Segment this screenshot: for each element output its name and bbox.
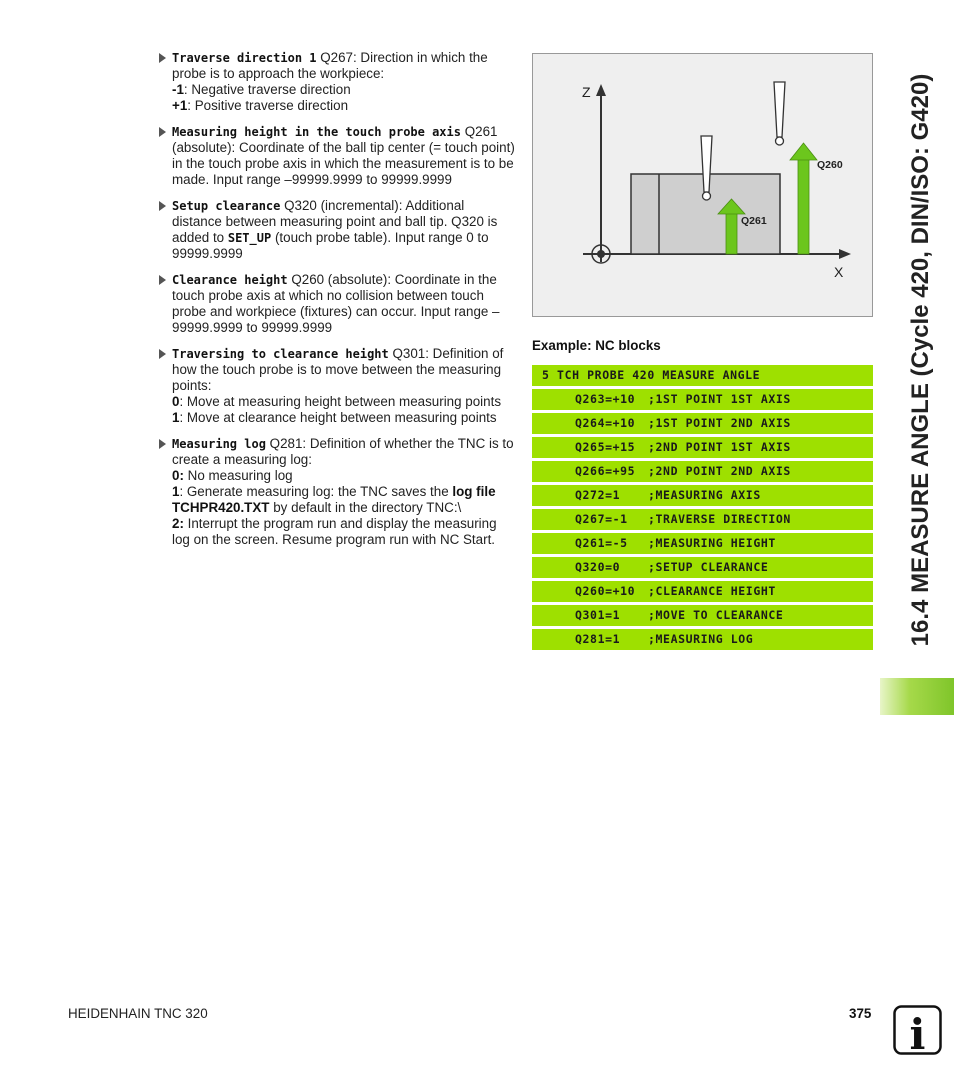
nc-block-comment: ;MEASURING LOG xyxy=(648,632,754,646)
parameter-text: Q301: Definition of how the touch probe is to move between the measuring points: xyxy=(172,346,504,393)
probe-diagram xyxy=(532,53,873,317)
parameter-text: : Negative traverse direction xyxy=(183,82,351,97)
example-title: Example: NC blocks xyxy=(532,338,661,353)
nc-block-param: Q301=1 xyxy=(575,608,621,622)
nc-block-param: Q267=-1 xyxy=(575,512,628,526)
q261-arrow-shaft xyxy=(726,212,737,254)
parameter-item xyxy=(159,198,515,262)
probe-diagram-svg xyxy=(533,54,874,318)
parameter-text: 1 xyxy=(172,484,180,499)
nc-block-param: Q265=+15 xyxy=(575,440,636,454)
nc-block-row xyxy=(532,437,873,458)
parameter-line xyxy=(172,198,515,262)
parameter-line xyxy=(172,50,515,82)
parameter-line xyxy=(172,516,515,548)
parameter-text: : Generate measuring log: the TNC saves the xyxy=(179,484,453,499)
parameter-text: : Move at clearance height between measuring points xyxy=(179,410,497,425)
parameter-list xyxy=(159,50,515,558)
page-number: 375 xyxy=(849,1006,872,1021)
nc-block-row xyxy=(532,413,873,434)
nc-block-param: Q264=+10 xyxy=(575,416,636,430)
parameter-text: : Positive traverse direction xyxy=(187,98,349,113)
chapter-side-title-text: 16.4 MEASURE ANGLE (Cycle 420, DIN/ISO: G420) xyxy=(907,73,934,647)
nc-block-row xyxy=(532,509,873,530)
parameter-text: SET_UP xyxy=(227,231,272,245)
parameter-label: Measuring height in the touch probe axis xyxy=(172,125,461,139)
parameter-line xyxy=(172,82,515,98)
parameter-item xyxy=(159,272,515,336)
x-axis-arrow xyxy=(839,249,851,259)
parameter-text: Q260 (absolute): Coordinate in the touch probe axis at which no collision between touch probe and workpiece (fixtures) can occur. Input range –99999.9999 to 99999.9999 xyxy=(172,272,500,335)
parameter-line xyxy=(172,410,515,426)
nc-block-row xyxy=(532,533,873,554)
parameter-item xyxy=(159,50,515,114)
z-axis-label: Z xyxy=(582,84,591,100)
nc-block-param: Q272=1 xyxy=(575,488,621,502)
parameter-line xyxy=(172,436,515,468)
nc-block-row xyxy=(532,389,873,410)
parameter-text: Q281: Definition of whether the TNC is to create a measuring log: xyxy=(172,436,514,467)
bullet-triangle-icon xyxy=(159,53,166,63)
nc-block-header xyxy=(532,365,873,386)
footer-product-name: HEIDENHAIN TNC 320 xyxy=(68,1006,208,1021)
parameter-text: +1 xyxy=(172,98,188,113)
nc-block-param: Q263=+10 xyxy=(575,392,636,406)
nc-block-row xyxy=(532,485,873,506)
info-icon xyxy=(893,1005,942,1055)
nc-block-comment: ;1ST POINT 1ST AXIS xyxy=(648,392,791,406)
parameter-text: Q267: Direction in which the probe is to approach the workpiece: xyxy=(172,50,488,81)
parameter-text: Interrupt the program run and display the measuring log on the screen. Resume program run with NC Start. xyxy=(172,516,497,547)
chapter-tab-marker xyxy=(880,678,954,715)
parameter-text: 1 xyxy=(172,410,180,425)
parameter-label: Measuring log xyxy=(172,437,266,451)
bullet-triangle-icon xyxy=(159,439,166,449)
nc-block-param: Q261=-5 xyxy=(575,536,628,550)
nc-block-param: Q266=+95 xyxy=(575,464,636,478)
parameter-label: Traversing to clearance height xyxy=(172,347,389,361)
parameter-line xyxy=(172,124,515,188)
parameter-item xyxy=(159,124,515,188)
bullet-triangle-icon xyxy=(159,275,166,285)
nc-block-row xyxy=(532,557,873,578)
parameter-text: 2: xyxy=(172,516,184,531)
nc-block-comment: ;SETUP CLEARANCE xyxy=(648,560,769,574)
nc-block-row xyxy=(532,581,873,602)
bullet-triangle-icon xyxy=(159,349,166,359)
nc-block-comment: ;MEASURING AXIS xyxy=(648,488,761,502)
nc-block-header-text: 5 TCH PROBE 420 MEASURE ANGLE xyxy=(542,368,761,382)
nc-block-row xyxy=(532,605,873,626)
nc-block-comment: ;2ND POINT 2ND AXIS xyxy=(648,464,791,478)
nc-block-comment: ;MOVE TO CLEARANCE xyxy=(648,608,784,622)
parameter-item xyxy=(159,346,515,426)
nc-block-comment: ;2ND POINT 1ST AXIS xyxy=(648,440,791,454)
parameter-label: Setup clearance xyxy=(172,199,281,213)
parameter-line xyxy=(172,484,515,516)
parameter-text: : Move at measuring height between measuring points xyxy=(179,394,502,409)
parameter-line xyxy=(172,394,515,410)
probe-ball-1 xyxy=(703,192,711,200)
x-axis-label: X xyxy=(834,264,844,280)
parameter-line xyxy=(172,346,515,394)
nc-block-param: Q281=1 xyxy=(575,632,621,646)
parameter-text: log file TCHPR420.TXT xyxy=(172,484,496,515)
probe-ball-2 xyxy=(776,137,784,145)
parameter-text: Q320 (incremental): Additional distance between measuring point and ball tip. Q320 is added to xyxy=(172,198,498,245)
q261-label: Q261 xyxy=(741,215,767,227)
parameter-text: 0: xyxy=(172,468,184,483)
nc-block-comment: ;1ST POINT 2ND AXIS xyxy=(648,416,791,430)
parameter-line xyxy=(172,272,515,336)
nc-block-row xyxy=(532,461,873,482)
info-icon-glyph: i xyxy=(909,1010,926,1055)
nc-block-comment: ;TRAVERSE DIRECTION xyxy=(648,512,791,526)
parameter-label: Clearance height xyxy=(172,273,288,287)
nc-block-param: Q260=+10 xyxy=(575,584,636,598)
nc-block-comment: ;CLEARANCE HEIGHT xyxy=(648,584,776,598)
parameter-text: 0 xyxy=(172,394,180,409)
chapter-side-title xyxy=(898,60,944,660)
nc-block-param: Q320=0 xyxy=(575,560,621,574)
parameter-text: No measuring log xyxy=(183,468,293,483)
z-axis-arrow xyxy=(596,84,606,96)
nc-block-row xyxy=(532,629,873,650)
q260-arrow-shaft xyxy=(798,158,809,254)
parameter-item xyxy=(159,436,515,548)
q260-label: Q260 xyxy=(817,159,843,171)
probe-stylus-2 xyxy=(774,82,785,137)
nc-block-comment: ;MEASURING HEIGHT xyxy=(648,536,776,550)
parameter-label: Traverse direction 1 xyxy=(172,51,317,65)
q260-arrow-head xyxy=(790,143,817,160)
parameter-text: Q261 (absolute): Coordinate of the ball tip center (= touch point) in the touch probe axis in which the measurement is to be made. Input range –99999.9999 to 99999.9999 xyxy=(172,124,515,187)
parameter-text: by default in the directory TNC:\ xyxy=(269,500,462,515)
origin-dot xyxy=(597,250,605,258)
parameter-line xyxy=(172,468,515,484)
parameter-text: (touch probe table). Input range 0 to 99999.9999 xyxy=(172,230,489,261)
parameter-text: -1 xyxy=(172,82,184,97)
nc-block-list xyxy=(532,365,873,653)
bullet-triangle-icon xyxy=(159,201,166,211)
parameter-line xyxy=(172,98,515,114)
bullet-triangle-icon xyxy=(159,127,166,137)
